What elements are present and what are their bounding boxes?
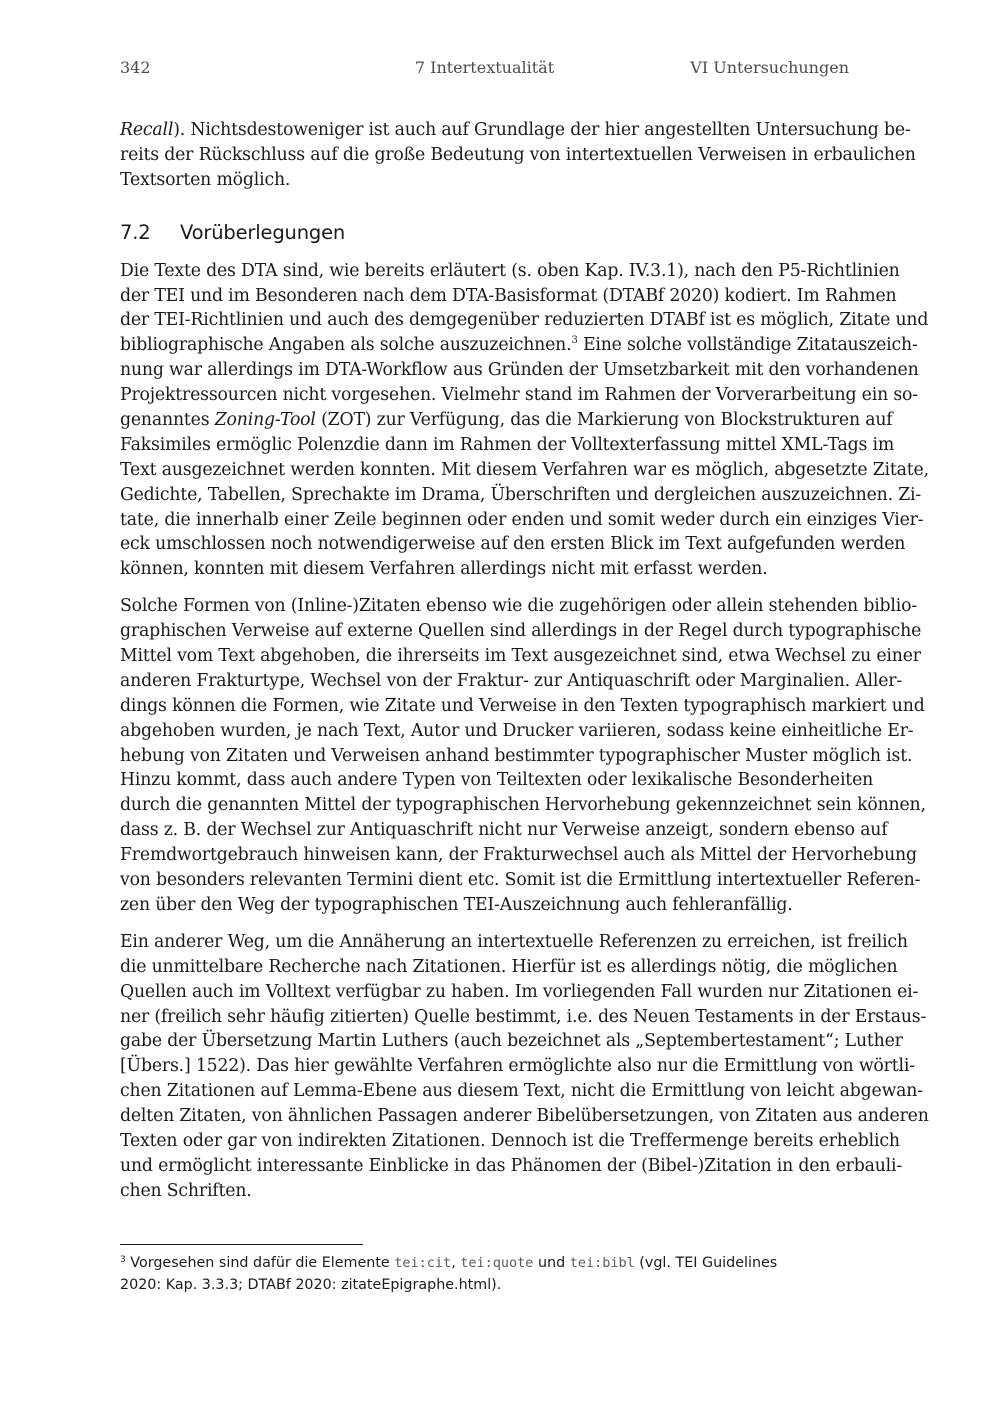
text-line: dings können die Formen, wie Zitate und Verweise in den Texten typographisch markiert und [120,695,925,716]
text-line: delten Zitaten, von ähnlichen Passagen anderer Bibelübersetzungen, von Zitaten aus anderen [120,1106,929,1127]
text-line: abgehoben wurden, je nach Text, Autor und Drucker variieren, sodass keine einheitliche Er- [120,720,914,741]
text-line: Quellen auch im Volltext verfügbar zu haben. Im vorliegenden Fall wurden nur Zitationen ei- [120,981,919,1002]
italic-term: Recall [120,120,174,140]
text-line: Solche Formen von (Inline-)Zitaten ebenso wie die zugehörigen oder allein stehenden biblio- [120,596,918,617]
footnote-marker: 3 [120,1255,126,1265]
running-head [120,58,849,84]
text-line: Fremdwortgebrauch hinweisen kann, der Frakturwechsel auch als Mittel der Hervorhebung [120,845,917,866]
running-head-chapter: 7 Intertextualität [414,58,555,77]
footnote [120,1252,849,1296]
footnote-separator [120,1244,363,1245]
text-line: genanntes Zoning-Tool (ZOT) zur Verfügung, das die Markierung von Blockstrukturen auf [120,410,893,431]
text-line: können, konnten mit diesem Verfahren allerdings nicht mit erfasst werden. [120,559,768,580]
footnote-line: 2020: Kap. 3.3.3; DTABf 2020: zitateEpigraphe.html). [120,1277,502,1293]
paragraph-3 [120,930,929,1204]
paragraph-0 [120,118,916,193]
text-line: tate, die innerhalb einer Zeile beginnen oder enden und somit weder durch ein einziges Vier- [120,509,924,530]
text-line: Faksimiles ermöglic Polenzdie dann im Rahmen der Volltexterfassung mittel XML-Tags im [120,434,895,455]
text-line: dass z. B. der Wechsel zur Antiquaschrift nicht nur Verweise anzeigt, sondern ebenso auf [120,820,888,841]
text-line: die unmittelbare Recherche nach Zitationen. Hierfür ist es allerdings nötig, die möglichen [120,956,898,977]
footnote-reference[interactable]: 3 [571,335,578,347]
text-line: [Übers.] 1522). Das hier gewählte Verfahren ermöglichte also nur die Ermittlung von wörtli- [120,1056,915,1077]
text-line: der TEI-Richtlinien und auch des demgegenüber reduzierten DTABf ist es möglich, Zitate und [120,310,929,331]
code-element: tei:cit [394,1255,452,1271]
text-line: Mittel vom Text abgehoben, die ihrerseits im Text ausgezeichnet sind, etwa Wechsel zu einer [120,646,921,667]
footnote-line: $^3$ Vorgesehen sind dafür die Elemente tei:cit, tei:quote und tei:bibl (vgl. TEI Guidelines [120,1255,778,1271]
text-line: Text ausgezeichnet werden konnten. Mit diesem Verfahren war es möglich, abgesetzte Zitate, [120,459,929,480]
text-line: Gedichte, Tabellen, Sprechakte im Drama, Überschriften und dergleichen auszuzeichnen. Zi- [120,484,922,505]
text-line: eck umschlossen noch notwendigerweise auf den ersten Blick im Text aufgefunden werden [120,534,906,555]
text-line: Textsorten möglich. [120,169,291,190]
text-line: und ermöglicht interessante Einblicke in das Phänomen der (Bibel-)Zitation in den erbauli- [120,1155,903,1176]
text-line: chen Zitationen auf Lemma-Ebene aus diesem Text, nicht die Ermittlung von leicht abgewan- [120,1081,923,1102]
text-line: reits der Rückschluss auf die große Bedeutung von intertextuellen Verweisen in erbaulichen [120,144,916,165]
text-line: Projektressourcen nicht vorgesehen. Vielmehr stand im Rahmen der Vorverarbeitung ein so- [120,385,918,406]
code-element: tei:quote [460,1255,534,1271]
text-line: Ein anderer Weg, um die Annäherung an intertextuelle Referenzen zu erreichen, ist freilich [120,931,908,952]
text-line: Recall). Nichtsdestoweniger ist auch auf Grundlage der hier angestellten Untersuchung be- [120,120,911,140]
text-line: anderen Frakturtype, Wechsel von der Fraktur- zur Antiquaschrift oder Marginalien. Aller- [120,670,903,691]
body-text [120,118,929,1204]
text-line: gabe der Übersetzung Martin Luthers (auch bezeichnet als „Septembertestament“; Luther [120,1031,903,1052]
text-line: graphischen Verweise auf externe Quellen sind allerdings in der Regel durch typographische [120,621,922,642]
section-number: 7.2 [120,220,151,244]
text-line: zen über den Weg der typographischen TEI-Auszeichnung auch fehleranfällig. [120,894,793,915]
paragraph-2 [120,594,926,918]
page-number: 342 [120,58,151,77]
running-head-part: VI Untersuchungen [690,58,849,77]
text-line: durch die genannten Mittel der typographischen Hervorhebung gekennzeichnet sein können, [120,795,926,816]
text-line: bibliographische Angaben als solche auszuzeichnen.$^3$ Eine solche vollständige Zitatauszeich- [120,335,918,356]
text-line: Texten oder gar von indirekten Zitationen. Dennoch ist die Treffermenge bereits erheblich [120,1130,900,1151]
section-title: Vorüberlegungen [180,220,346,244]
text-line: von besonders relevanten Termini dient etc. Somit ist die Ermittlung intertextueller Referen- [120,870,921,891]
text-line: ner (freilich sehr häufig zitierten) Quelle bestimmt, i.e. des Neuen Testaments in der Erstaus- [120,1006,927,1027]
text-line: Hinzu kommt, dass auch andere Typen von Teiltexten oder lexikalische Besonderheiten [120,770,874,791]
code-element: tei:bibl [569,1255,635,1271]
text-line: chen Schriften. [120,1180,252,1201]
text-line: hebung von Zitaten und Verweisen anhand bestimmter typographischer Muster möglich ist. [120,745,913,766]
text-line: der TEI und im Besonderen nach dem DTA-Basisformat (DTABf 2020) kodiert. Im Rahmen [120,285,897,306]
italic-term: Zoning-Tool [214,410,316,431]
text-line: Die Texte des DTA sind, wie bereits erläutert (s. oben Kap. IV.3.1), nach den P5-Richtlinien [120,260,900,281]
paragraph-1 [120,259,929,583]
section-heading [120,219,849,247]
text-line: nung war allerdings im DTA-Workflow aus Gründen der Umsetzbarkeit mit den vorhandenen [120,360,919,381]
